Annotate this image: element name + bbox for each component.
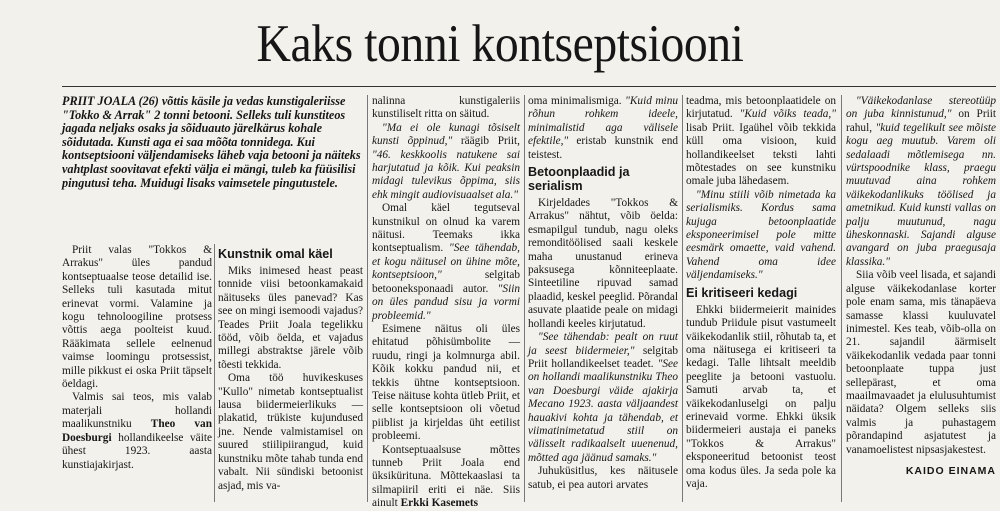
- col6-quote-0: "Väikekodanlase stereotüüp on juba kinnistunud,": [846, 95, 996, 121]
- col3-quote-1b: "46. keskkoolis natukene sai harjutatud ja kõik. Kui peaksin midagi tulevikus õppima, siis ehk mingit audiovisuaalset ala.": [372, 148, 520, 201]
- col5-p0-text-b: lisab Priit. Igaühel võib tekkida küll oma visioon, kuid hollandikeelset teksti lahti mõtestades on see kunstniku omale juba lähedasem.: [686, 121, 836, 188]
- col4-paragraph-1: Kirjeldades "Tokkos & Arrakus" nähtut, võib öelda: esmapilgul tundub, nagu oleks remonditöölised saali keskele maha unustanud erineva paksusega kõnniteeplaate. Sinteetiline ripuvad samad plaadid, keskel peeglid. Põrandal asuvate plaatide peale on midagi hollandi keeles kirjutatud.: [528, 197, 678, 330]
- col4-p0-text: oma minimalismiga.: [528, 95, 626, 107]
- column-2: [218, 244, 363, 502]
- col3-p4-text: Kontseptuaalsuse mõttes tunneb Priit Joala end üksikürituna. Mõttekaaslasi ta silmapiiril eriti ei näe. Siis ainult: [372, 443, 520, 510]
- col1-p2-text-a: Valmis sai teos, mis valab materjali hollandi maalikunstniku: [62, 391, 212, 431]
- col3-quote-2: "See tähendab, et kogu näitusel on ühine mõte, kontseptsioon,": [372, 242, 520, 282]
- col3-paragraph-3: Esimene näitus oli üles ehitatud põhisümbolite — ruudu, ringi ja kolmnurga abil. Kõik kokku pandud nii, et tekkis ühtne kontseptsioon. Teise näituse kohta ütleb Priit, et selle kontseptsioon oli võetud piiblist ja kirjeldas üht eetilist probleemi.: [372, 322, 520, 443]
- col4-p0-text-b: eristab kunstnik end teistest.: [528, 135, 678, 161]
- headline: Kaks tonni kontseptsiooni: [256, 15, 744, 73]
- col6-paragraph-0: [846, 95, 996, 269]
- column-divider-1: [214, 244, 215, 502]
- col1-paragraph-1: Priit valas "Tokkos & Arrakus" üles pandud kontseptuaalse teose detailid ise. Selleks tuli kasutada mitut erinevat vormi. Valamine ja kogu tehnoloogiline protsess võttis aega poolteist kuud. Rääkimata sellele eelnenud vaimse loomingu protsessist, mille pikkust ei oska Priit täpselt öeldagi.: [62, 244, 212, 391]
- col2-paragraph-1: Miks inimesed heast peast tonnide viisi betoonkamakaid näituseks üles panevad? Kas see on mingi isemoodi vajadus? Teades Priit Joala tegelikku tööd, võib öelda, et vajadus millegi abstraktse järele võib tõesti tekkida.: [218, 265, 363, 371]
- column-divider-5: [841, 95, 842, 502]
- subhead-kunstnik: Kunstnik omal käel: [218, 247, 333, 261]
- lead-text: PRIIT JOALA (26) võttis käsile ja vedas kunstigaleriisse "Tokko & Arrak" 2 tonni betooni. Selleks tuli kunstiteos jagada neljaks osaks ja sõiduauto järelkärus kohale sõidutada. Kunsti aga ei saa mõõta tonnidega. Kui kontseptsiooni väljendamiseks läheb vaja betooni ja näiteks vahtplast soovitavat efekti välja ei mängi, tuleb ka füüsilisi pingutusi teha. Muidugi lisaks vaimsetele pingutustele.: [62, 94, 361, 190]
- column-3: [372, 95, 520, 510]
- column-divider-2: [367, 95, 368, 502]
- col6-p0-text: on Priit rahul,: [846, 108, 996, 134]
- col3-quote-1: "Ma ei ole kunagi tõsiselt kunsti õppinud,": [372, 121, 520, 148]
- column-4: [528, 95, 678, 502]
- col4-paragraph-3: Juhuküsitlus, kes näitusele satub, ei pea autori arvates: [528, 465, 678, 491]
- col3-p2-text-b: selgitab betooneksponaadi autor.: [372, 269, 520, 295]
- col1-p2-text-b: hollandikeelse väite ühest 1923. aasta kunstiajakirjast.: [62, 431, 212, 471]
- col5-paragraph-2: Ehkki biidermeierit mainides tundub Priidule pisut vastumeelt väikekodanlik stiil, rõhutab ta, et oma näitusega ei kritiseeri ta kedagi. Talle lihtsalt meeldib peeglite ja betooni vastuolu. Samuti arvab ta, et väikekodanluselgi on palju erinevaid vorme. Ehkki üksik biidermeieri austaja ei paneks "Tokkos & Arrakus" eksponeeritud betoonist teost oma kodus üles. Ja seda pole ka vaja.: [686, 303, 836, 490]
- col6-quote-0b: "kuid tegelikult see mõiste kogu aeg muutub. Varem oli sedalaadi mõtlemisega nn. vürtspoodnike klass, praegu muutuvad aina rohkem väikekodanlikuks töölised ja ametnikud. Kuid kunsti vallas on palju muutunud, nagu üheskonnaski. Sajandi alguse avangard on juba praegusaja klassika.": [846, 121, 996, 268]
- col5-quote-0: "Kuid võiks teada,": [739, 108, 836, 121]
- col3-paragraph-2: [372, 202, 520, 323]
- column-divider-4: [682, 95, 683, 502]
- col4-paragraph-2: [528, 331, 678, 465]
- col4-quote-1: "See tähendab: pealt on ruut ja seest biidermeier,": [528, 331, 678, 357]
- col3-quote-2b: "Siin on üles pandud sisu ja vormi probleemid.": [372, 282, 520, 322]
- col5-p0-text: teadma, mis betoonplaatidele on kirjutatud.: [686, 95, 836, 121]
- col6-paragraph-1: Siia võib veel lisada, et sajandi alguse väikekodanlase korter pole enam sama, mis tänapäeva samasse klassi kuuluvatel inimestel. Kes teab, võib-olla on 21. sajandil äärmiselt väikekodanlik vedada paar tonni betoonplaate tuppa just sellepärast, et oma maailmavaadet ja elulusuhtumist näidata? Olgem selleks siis valmis ja puhastagem põrandapind asjatutest ja vanamoelistest nipsasjakestest.: [846, 269, 996, 456]
- column-5: [686, 95, 836, 502]
- column-1: [62, 244, 212, 502]
- col5-paragraph-0: [686, 95, 836, 189]
- col3-name: Erkki Kasemets: [400, 497, 479, 510]
- col5-quote-1: "Minu stiili võib nimetada ka serialismiks. Kordus sama kujuga betoonplaatide eksponeerimisel pole mitte eesmärk omaette, vaid vahend. Vahend oma idee väljendamiseks.": [686, 188, 836, 282]
- lead-paragraph: [62, 95, 362, 230]
- col3-paragraph-1: [372, 122, 520, 202]
- column-6: [846, 95, 996, 502]
- col1-paragraph-2: [62, 391, 212, 471]
- col2-paragraph-2: Oma töö huvikeskuses "Kullo" nimetab kontseptualist lausa biidermeierlikuks — plakatid, trükiste kujundused jne. Nende valmistamisel on suured stiilipiirangud, kuid kunstniku mõte tahab tunda end vabalt. Nii sündiski betoonist asjad, mis va-: [218, 372, 363, 492]
- headline-rule: [62, 86, 996, 87]
- col1-artist-name: Theo van Doesburgi: [62, 418, 212, 444]
- col4-quote-1b: "See on hollandi maalikunstniku Theo van Doesburgi väide ajakirja Mecano 1923. aasta väljaandest hauakivi kohta ja tähendab, et viimatinimetatud stiil on välisselt radikaalselt uuenenud, mõtted aga jäänud samaks.": [528, 357, 678, 464]
- col4-quote-0: "Kuid minu rõhun rohkem ideele, minimalistid aga välisele efektile,": [528, 95, 678, 148]
- subhead-ei-kritiseeri: Ei kritiseeri kedagi: [686, 285, 798, 300]
- byline: KAIDO EINAMA: [905, 464, 996, 477]
- col4-paragraph-0: [528, 95, 678, 162]
- col3-paragraph-0: nalinna kunstigaleriis kunstiliselt ritta on säitud.: [372, 95, 520, 121]
- col3-p1-text: räägib Priit,: [452, 135, 520, 148]
- col4-p2-text: selgitab Priit hollandikeelset teadet.: [528, 344, 678, 370]
- col3-paragraph-4: [372, 444, 520, 511]
- subhead-betoonplaadid: Betoonplaadid ja serialism: [528, 165, 630, 194]
- column-divider-3: [524, 95, 525, 502]
- col3-p2-text: Omal käel tegutseval kunstnikul on olnud ka varem näitusi. Teemaks ikka kontseptualism.: [372, 202, 520, 255]
